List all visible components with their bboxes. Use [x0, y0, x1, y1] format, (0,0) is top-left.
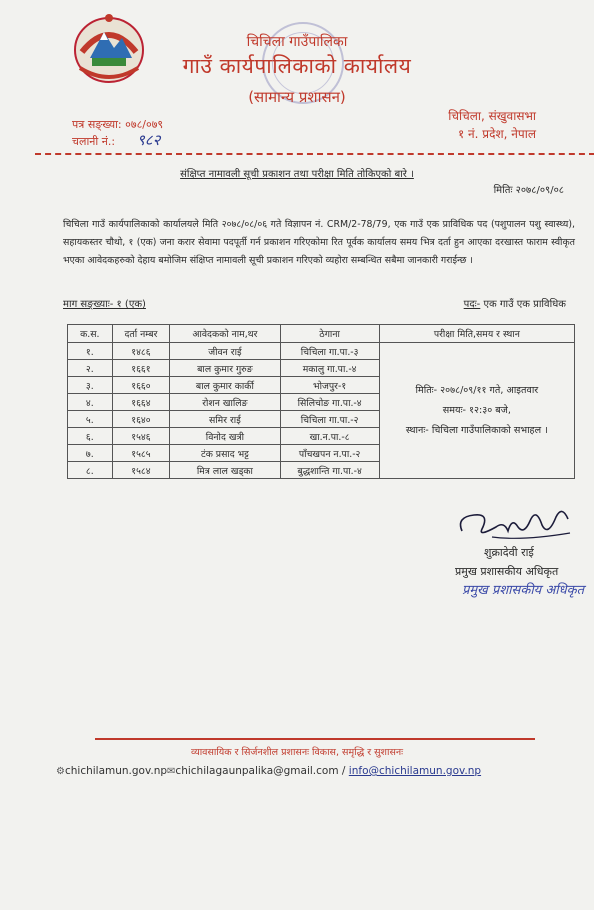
col-header-address: ठेगाना: [280, 325, 379, 343]
cell-sn: ६.: [68, 428, 113, 445]
signatory-title: प्रमुख प्रशासकीय अधिकृत: [455, 565, 559, 578]
cell-reg: १५८५: [112, 445, 170, 462]
letter-date: मितिः २०७८/०९/०८: [493, 185, 564, 196]
email-link[interactable]: info@chichilamun.gov.np: [348, 765, 482, 777]
footer-divider: [95, 738, 535, 740]
header-divider: [35, 153, 594, 155]
cell-name: बाल कुमार गुरुङ: [170, 360, 280, 377]
signatory-name: शुक्रादेवी राई: [484, 546, 534, 559]
cell-name: मित्र लाल खड्का: [170, 462, 280, 479]
cell-sn: ८.: [68, 462, 113, 479]
cell-address: चिचिला गा.पा.-२: [280, 411, 379, 428]
cell-sn: ७.: [68, 445, 113, 462]
letter-subject: संक्षिप्त नामावली सूची प्रकाशन तथा परीक्षा मिति तोकिएको बारे ।: [180, 169, 414, 180]
cell-name: बाल कुमार कार्की: [170, 377, 280, 394]
cell-reg: १६६४: [112, 394, 170, 411]
dispatch-label: चलानी नं.:: [72, 135, 116, 148]
table-row: [68, 343, 575, 360]
website-text: chichilamun.gov.np: [64, 765, 168, 777]
cell-name: रोशन खालिङ: [170, 394, 280, 411]
exam-details-cell: [379, 343, 574, 479]
applicant-table: [67, 324, 575, 479]
cell-name: विनोद खत्री: [170, 428, 280, 445]
seats-required: माग सङ्ख्याः- १ (एक): [63, 299, 146, 310]
col-header-exam: परीक्षा मिति,समय र स्थान: [379, 325, 574, 343]
contact-separator: /: [341, 765, 346, 777]
table-header-row: [68, 325, 575, 343]
cell-address: सिलिचोङ गा.पा.-४: [280, 394, 379, 411]
cell-reg: १४८६: [112, 343, 170, 360]
col-header-reg: दर्ता नम्बर: [112, 325, 170, 343]
cell-sn: ४.: [68, 394, 113, 411]
municipality-name: चिचिला गाउँपालिका: [246, 34, 348, 50]
post-info: [464, 296, 566, 310]
cell-address: चिचिला गा.पा.-३: [280, 343, 379, 360]
envelope-icon: ✉: [167, 766, 176, 777]
letter-body-paragraph: चिचिला गाउँ कार्यपालिकाको कार्यालयले मिति २०७८/०८/०६ गते विज्ञापन नं. CRM/2-78/79, एक गाउँ एक प्राविधिक पद (पशुपालन पशु स्वास्थ्य), सहायकस्तर चौथो, १ (एक) जना करार सेवामा पदपूर्ती गर्न प्रकाशन गरिएकोमा रित पूर्वक कार्यालय समय भित्र दर्ता हुन आएका दरखास्त फाराम स्वीकृत भएका आवेदकहरुको देहाय बमोजिम संक्षिप्त नामावली सूची प्रकाशन गरिएको व्यहोरा सम्बन्धित सबैमा जानकारी गराईन्छ ।: [63, 219, 575, 266]
post-value: एक गाउँ एक प्राविधिक: [483, 299, 566, 310]
post-label: पदः-: [463, 299, 481, 310]
cell-address: मकालु गा.पा.-४: [280, 360, 379, 377]
col-header-name: आवेदकको नाम,थर: [170, 325, 280, 343]
cell-name: टंक प्रसाद भट्ट: [170, 445, 280, 462]
col-header-sn: क.स.: [68, 325, 113, 343]
cell-reg: १६६०: [112, 377, 170, 394]
cell-reg: १५४६: [112, 428, 170, 445]
cell-sn: ५.: [68, 411, 113, 428]
exam-venue: स्थानः- चिचिला गाउँपालिकाको सभाहल ।: [405, 424, 548, 436]
office-title: गाउँ कार्यपालिकाको कार्यालय: [182, 54, 412, 78]
cell-sn: २.: [68, 360, 113, 377]
cell-sn: १.: [68, 343, 113, 360]
office-section: (सामान्य प्रशासन): [248, 88, 346, 106]
cell-address: भोजपुर-१: [280, 377, 379, 394]
dispatch-number: ९८२: [137, 131, 161, 149]
cell-reg: १६६१: [112, 360, 170, 377]
cell-address: बुद्धशान्ति गा.पा.-४: [280, 462, 379, 479]
address-line-2: १ नं. प्रदेश, नेपाल: [457, 127, 536, 141]
cell-name: जीवन राई: [170, 343, 280, 360]
footer-contact: [56, 765, 481, 777]
address-line-1: चिचिला, संखुवासभा: [448, 109, 536, 123]
globe-icon: ⚙: [56, 766, 65, 777]
signature-scribble: [452, 497, 576, 545]
exam-date: मितिः- २०७८/०९/११ गते, आइतवार: [415, 384, 539, 396]
email-text: chichilagaunpalika@gmail.com: [175, 765, 339, 777]
exam-time: समयः- १२:३० बजे,: [442, 404, 511, 416]
cell-address: खा.न.पा.-८: [280, 428, 379, 445]
cell-reg: १५८४: [112, 462, 170, 479]
cell-address: पाँचखपन न.पा.-२: [280, 445, 379, 462]
letter-ref-number: पत्र सङ्ख्या: ०७८/०७९: [72, 118, 164, 131]
cell-reg: १६४०: [112, 411, 170, 428]
cell-name: समिर राई: [170, 411, 280, 428]
footer-slogan: व्यावसायिक र सिर्जनशील प्रशासनः विकास, समृद्धि र सुशासनः: [190, 747, 404, 758]
cell-sn: ३.: [68, 377, 113, 394]
signatory-stamp: प्रमुख प्रशासकीय अधिकृत: [462, 583, 585, 598]
